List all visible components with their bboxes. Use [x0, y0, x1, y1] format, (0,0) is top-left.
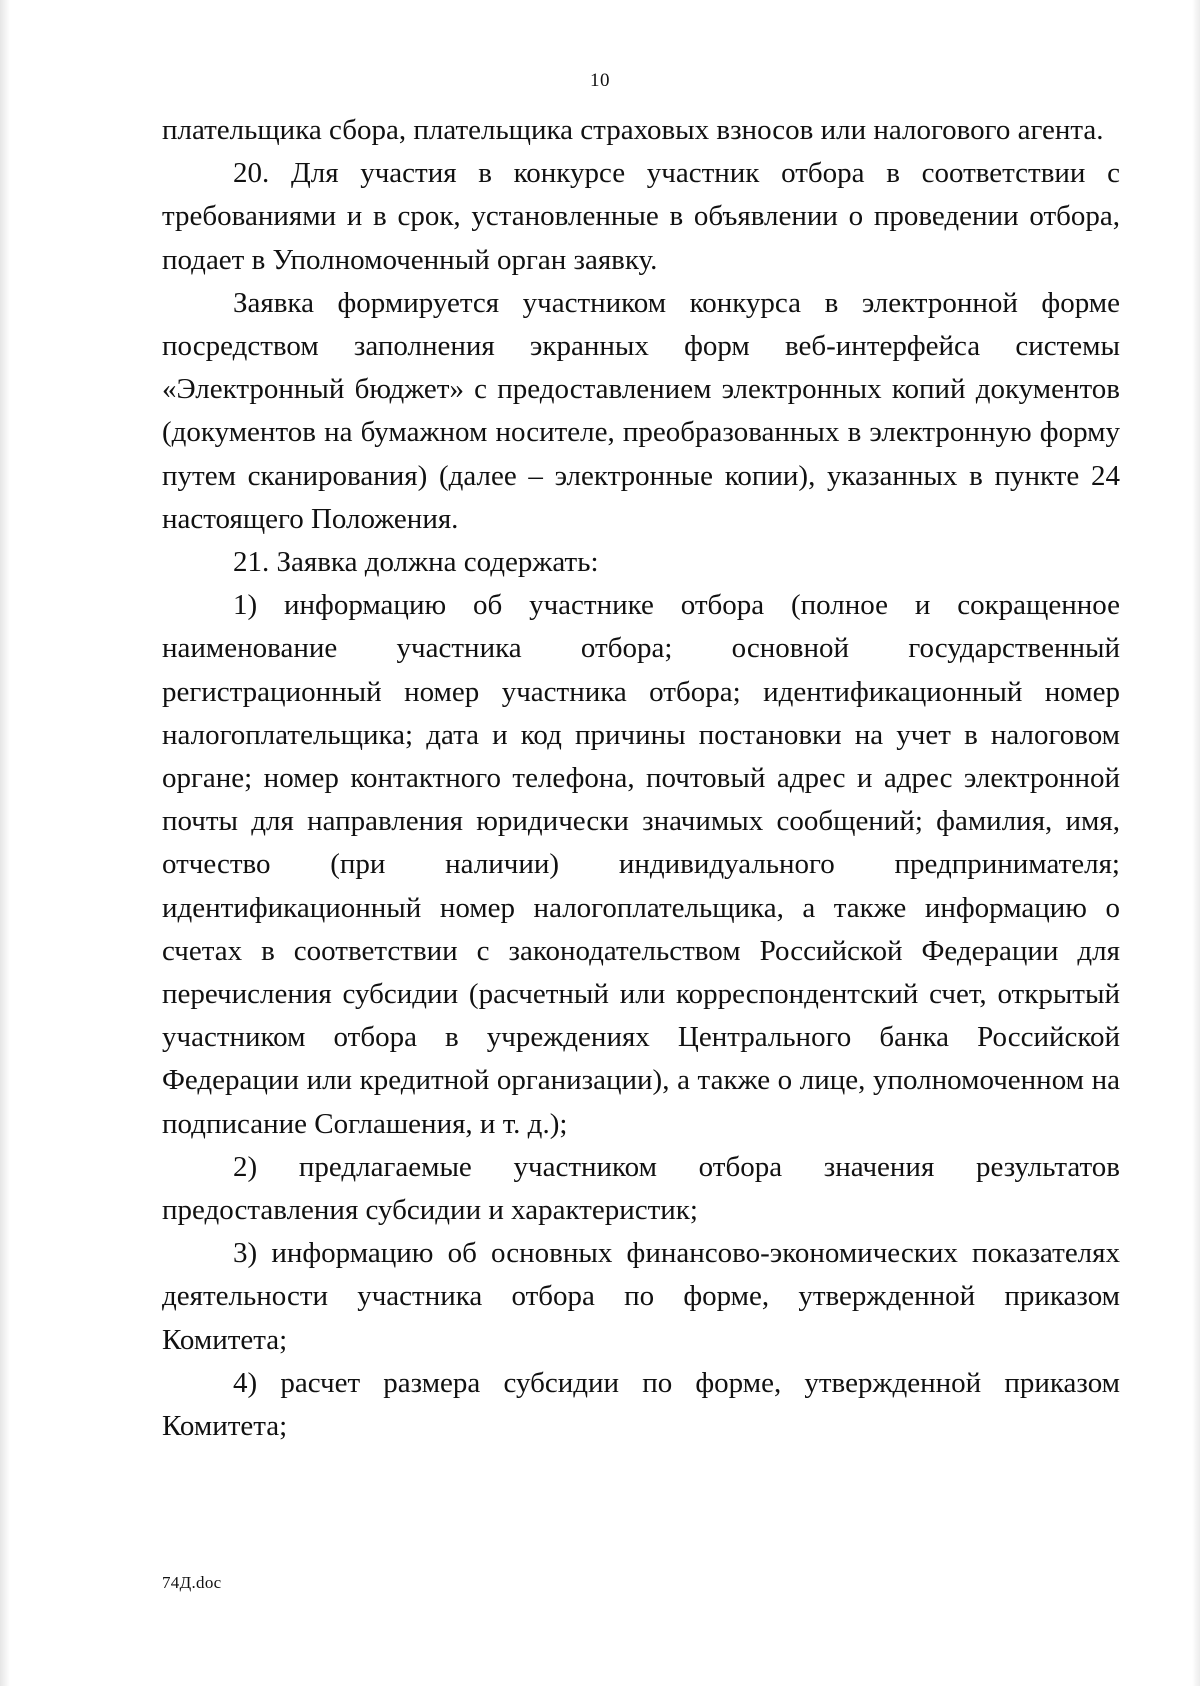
- list-item-3: 3) информацию об основных финансово-экономических показателях деятельности участника отбора по форме, утвержденной приказом Комитета;: [162, 1237, 1120, 1356]
- footer-filename: 74Д.doc: [162, 1573, 222, 1592]
- list-item-2: 2) предлагаемые участником отбора значения результатов предоставления субсидии и характеристик;: [162, 1150, 1120, 1227]
- paragraph-continuation: плательщика сбора, плательщика страховых взносов или налогового агента.: [162, 114, 1104, 146]
- list-item-1: 1) информацию об участнике отбора (полное и сокращенное наименование участника отбора; основной государственный регистрационный номер участника отбора; идентификационный номер налогоплательщика; дата и код причины постановки на учет в налоговом органе; номер контактного телефона, почтовый адрес и адрес электронной почты для направления юридически значимых сообщений; фамилия, имя, отчество (при наличии) индивидуального предпринимателя; идентификационный номер налогоплательщика, а также информацию о счетах в соответствии с законодательством Российской Федерации для перечисления субсидии (расчетный или корреспондентский счет, открытый участником отбора в учреждениях Центрального банка Российской Федерации или кредитной организации), а также о лице, уполномоченном на подписание Соглашения, и т. д.);: [162, 589, 1120, 1140]
- paragraph-application-form: Заявка формируется участником конкурса в электронной форме посредством заполнения экранных форм веб-интерфейса системы «Электронный бюджет» с предоставлением электронных копий документов (документов на бумажном носителе, преобразованных в электронную форму путем сканирования) (далее – электронные копии), указанных в пункте 24 настоящего Положения.: [162, 286, 1120, 535]
- paragraph-item-21: 21. Заявка должна содержать:: [233, 546, 599, 579]
- paragraph-item-20: 20. Для участия в конкурсе участник отбора в соответствии с требованиями и в срок, установленные в объявлении о проведении отбора, подает в Уполномоченный орган заявку.: [162, 157, 1120, 276]
- document-body: [162, 109, 1120, 1448]
- page-number: 10: [590, 70, 610, 91]
- list-item-4: 4) расчет размера субсидии по форме, утвержденной приказом Комитета;: [162, 1366, 1120, 1443]
- scan-edge-left: [0, 0, 10, 1686]
- scan-edge-right: [1192, 0, 1200, 1686]
